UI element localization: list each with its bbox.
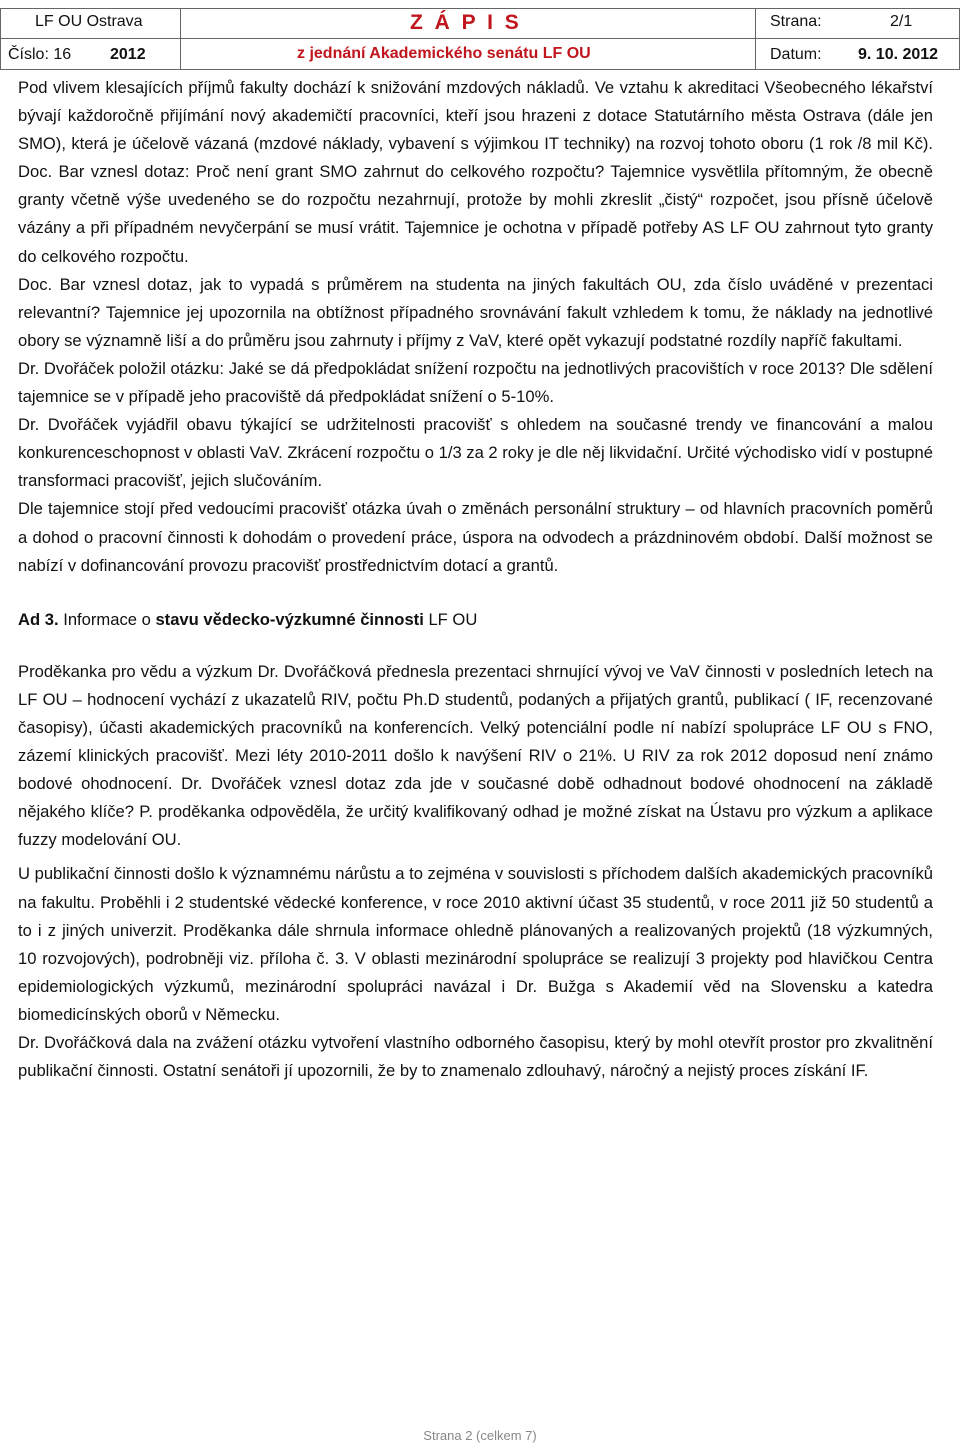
- header-middle-rule: [0, 38, 960, 39]
- paragraph-sustainability: Dr. Dvořáček vyjádřil obavu týkající se udržitelnosti pracovišť s ohledem na současné trendy ve financování a malou konkurenceschopnost v oblasti VaV. Zkrácení rozpočtu o 1/3 za 2 roky je dle něj likvidační. Určité východisko vidí v postupné transformaci pracovišť, jejich slučováním.: [18, 415, 933, 491]
- header-title: Z Á P I S: [410, 11, 522, 34]
- header-top-rule: [0, 8, 960, 9]
- header-left-border: [0, 8, 1, 70]
- document-header: [0, 8, 960, 70]
- header-divider-1: [180, 8, 181, 70]
- header-page-label: Strana:: [770, 13, 822, 30]
- header-subtitle: z jednání Akademického senátu LF OU: [297, 45, 591, 62]
- page-footer: Strana 2 (celkem 7): [423, 1428, 537, 1443]
- section-pre: Informace o: [63, 609, 151, 629]
- paragraph-research-report: Proděkanka pro vědu a výzkum Dr. Dvořáčková přednesla prezentaci shrnující vývoj ve VaV činnosti v posledních letech na LF OU – hodnocení vychází z ukazatelů RIV, počtu Ph.D studentů, podaných a přijatých grantů, publikací ( IF, recenzované časopisy), účasti akademických pracovníků na konferencích. Velký potenciální podle ní nabízí spolupráce LF OU s FNO, zázemí klinických pracovišť. Mezi léty 2010-2011 došlo k navýšení RIV o 21%. U RIV za rok 2012 doposud není známo bodové ohodnocení. Dr. Dvořáček vznesl dotaz zda jde v současné době odhadnout bodové ohodnocení na základě nějakého klíče? P. proděkanka odpověděla, že určitý kvalifikovaný odhad je možné získat na Ústavu pro výzkum a aplikace fuzzy modelování OU.: [18, 661, 933, 850]
- section-post: LF OU: [428, 609, 478, 629]
- document-body: [18, 74, 933, 1085]
- header-bottom-rule: [0, 69, 960, 70]
- paragraph-reduction-question: Dr. Dvořáček položil otázku: Jaké se dá předpokládat snížení rozpočtu na jednotlivých pracovištích v roce 2013? Dle sdělení tajemnice se v případě jeho pracoviště dá předpokládat snížení o 5-10%.: [18, 358, 933, 407]
- header-divider-2: [755, 8, 756, 70]
- header-page-value: 2/1: [890, 13, 913, 30]
- header-institution: LF OU Ostrava: [35, 13, 143, 30]
- section-bold: stavu vědecko-výzkumné činnosti: [155, 609, 424, 629]
- paragraph-personnel: Dle tajemnice stojí před vedoucími pracovišť otázka úvah o změnách personální struktury – od hlavních pracovních poměrů a dohod o pracovní činnosti k dohodám o provedení práce, úspora na odvodech a prázdninovém období. Další možnost se nabízí v dofinancování provozu pracovišť prostřednictvím dotací a grantů.: [18, 499, 933, 575]
- header-number: Číslo: 16: [8, 46, 72, 63]
- header-date-label: Datum:: [770, 46, 822, 63]
- header-year: 2012: [110, 46, 146, 63]
- paragraph-average: Doc. Bar vznesl dotaz, jak to vypadá s průměrem na studenta na jiných fakultách OU, zda číslo uváděné v prezentaci relevantní? Tajemnice jej upozornila na obtížnost případného srovnávání fakult vzhledem k tomu, že náklady na jednotlivé obory se významně liší a do průměru jsou zahrnuty i příjmy z VaV, které opět vykazují podstatné rozdíly napříč fakultami.: [18, 274, 933, 350]
- paragraph-publications: U publikační činnosti došlo k významnému nárůstu a to zejména v souvislosti s příchodem dalších akademických pracovníků na fakultu. Proběhli i 2 studentské vědecké konference, v roce 2010 aktivní účast 35 studentů, v roce 2011 již 50 studentů a to i z jiných univerzit. Proděkanka dále shrnula informace ohledně plánovaných a realizovaných projektů (18 výzkumných, 10 rozvojových), podrobněji viz. příloha č. 3. V oblasti mezinárodní spolupráce se realizují 3 projekty pod hlavičkou Centra epidemiologických výzkumů, mezinárodní spolupráci navázal i Dr. Bužga s Akademií věd na Slovensku a katedra biomedicínských oborů v Německu.: [18, 864, 933, 1024]
- paragraph-journal: Dr. Dvořáčková dala na zvážení otázku vytvoření vlastního odborného časopisu, který by mohl otevřít prostor pro zkvalitnění publikační činnosti. Ostatní senátoři jí upozornili, že by to znamenalo zdlouhavý, náročný a nejistý proces získání IF.: [18, 1033, 933, 1081]
- section-label: Ad 3.: [18, 609, 59, 629]
- section-heading: [18, 606, 933, 634]
- paragraph-budget: Pod vlivem klesajících příjmů fakulty dochází k snižování mzdových nákladů. Ve vztahu k akreditaci Všeobecného lékařství bývají každoročně přijímání nový akademičtí pracovníci, kteří jsou hrazeni z dotace Statutárního města Ostrava (dále jen SMO), která je účelově vázaná (mzdové náklady, vybavení s výjimkou IT techniky) na rozvoj tohoto oboru (1 rok /8 mil Kč). Doc. Bar vznesl dotaz: Proč není grant SMO zahrnut do celkového rozpočtu? Tajemnice vysvětlila přítomným, že obecně granty včetně výše uvedeného se do rozpočtu nezahrnují, protože by mohli zkreslit „čistý“ rozpočet, jsou přísně účelově vázány a při případném nevyčerpání se musí vrátit. Tajemnice je ochotna v případě potřeby AS LF OU zahrnout tyto granty do celkového rozpočtu.: [18, 78, 933, 266]
- header-date-value: 9. 10. 2012: [858, 46, 939, 63]
